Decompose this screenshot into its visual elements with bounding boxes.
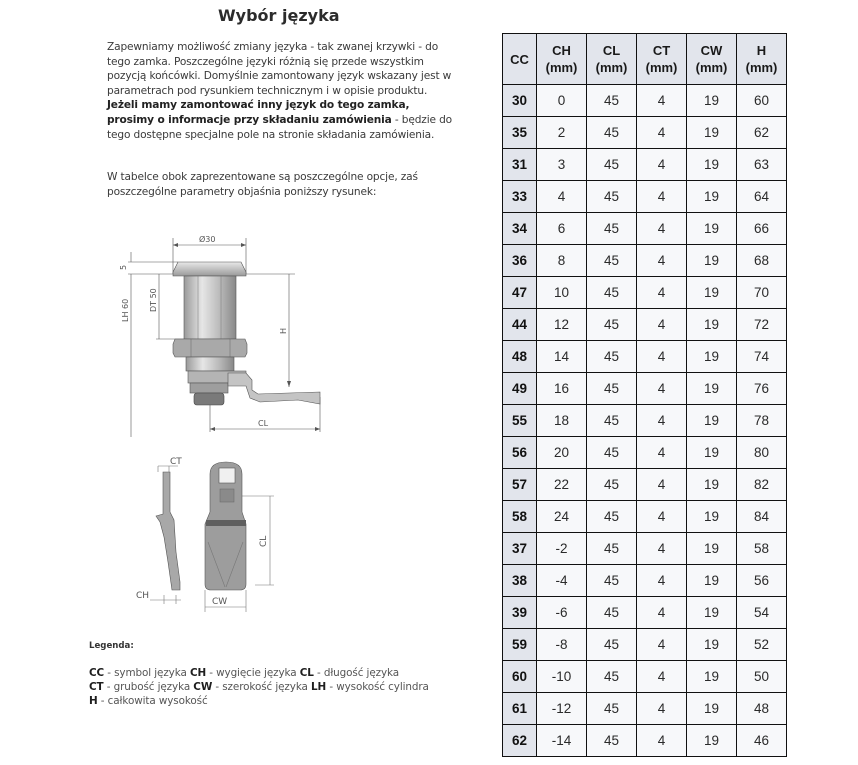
- column-header-name: CL: [602, 43, 621, 58]
- table-cell: 3: [537, 149, 587, 181]
- table-cell: -6: [537, 597, 587, 629]
- cc-symbol-cell: 55: [503, 405, 537, 437]
- cam-options-table: [502, 33, 787, 757]
- table-cell: 19: [687, 437, 737, 469]
- table-cell: 2: [537, 117, 587, 149]
- legend-key: LH: [311, 680, 327, 693]
- table-cell: 22: [537, 469, 587, 501]
- table-cell: 45: [587, 149, 637, 181]
- table-cell: 45: [587, 405, 637, 437]
- table-row: [503, 181, 787, 213]
- column-header-unit: (mm): [695, 60, 728, 75]
- table-cell: 56: [737, 565, 787, 597]
- table-cell: 10: [537, 277, 587, 309]
- lh-label: LH 60: [121, 298, 130, 322]
- table-row: [503, 693, 787, 725]
- table-cell: 4: [637, 693, 687, 725]
- table-cell: 19: [687, 661, 737, 693]
- lock-cap: [173, 262, 246, 276]
- table-cell: 20: [537, 437, 587, 469]
- table-cell: 6: [537, 213, 587, 245]
- intro-bold-text: Jeżeli mamy zamontować inny język do tego zamka, prosimy o informacje przy składaniu zamówienia: [107, 99, 410, 126]
- table-cell: 78: [737, 405, 787, 437]
- legend-description: - grubość języka: [103, 680, 194, 693]
- column-header-name: CC: [510, 51, 529, 67]
- dt-label: DT 50: [149, 288, 158, 312]
- lock-cam: [228, 373, 320, 404]
- table-cell: 45: [587, 725, 637, 757]
- table-cell: 4: [637, 341, 687, 373]
- tongue-side-profile: [156, 472, 180, 590]
- table-row: [503, 245, 787, 277]
- table-cell: 72: [737, 309, 787, 341]
- table-cell: 4: [637, 181, 687, 213]
- table-cell: 19: [687, 597, 737, 629]
- table-cell: 19: [687, 213, 737, 245]
- table-cell: 4: [637, 533, 687, 565]
- table-cell: 45: [587, 85, 637, 117]
- column-header-cc: [503, 34, 537, 85]
- table-row: [503, 437, 787, 469]
- table-cell: 4: [637, 277, 687, 309]
- column-header-unit: (mm): [595, 60, 628, 75]
- legend-key: CT: [89, 680, 104, 693]
- table-cell: 19: [687, 725, 737, 757]
- column-header-ch: [537, 34, 587, 85]
- table-cell: 16: [537, 373, 587, 405]
- table-cell: 45: [587, 693, 637, 725]
- table-cell: 46: [737, 725, 787, 757]
- table-row: [503, 405, 787, 437]
- table-cell: 19: [687, 565, 737, 597]
- legend-title: Legenda:: [89, 641, 134, 651]
- table-cell: 19: [687, 501, 737, 533]
- table-row: [503, 565, 787, 597]
- legend-description: - całkowita wysokość: [97, 694, 208, 707]
- table-cell: 4: [637, 213, 687, 245]
- cc-symbol-cell: 57: [503, 469, 537, 501]
- table-cell: 68: [737, 245, 787, 277]
- column-header-cl: [587, 34, 637, 85]
- table-cell: 45: [587, 565, 637, 597]
- table-cell: 58: [737, 533, 787, 565]
- ch-label: CH: [136, 591, 150, 601]
- table-cell: 4: [637, 661, 687, 693]
- table-cell: -8: [537, 629, 587, 661]
- cc-symbol-cell: 60: [503, 661, 537, 693]
- column-header-h: [737, 34, 787, 85]
- table-cell: 19: [687, 469, 737, 501]
- table-cell: 19: [687, 373, 737, 405]
- table-cell: 19: [687, 245, 737, 277]
- column-header-unit: (mm): [745, 60, 778, 75]
- table-cell: 4: [637, 373, 687, 405]
- table-cell: 52: [737, 629, 787, 661]
- table-cell: 4: [637, 469, 687, 501]
- intro-paragraph: [107, 40, 452, 142]
- table-body: [503, 85, 787, 757]
- table-row: [503, 501, 787, 533]
- cam-tongue-drawing: [130, 452, 290, 612]
- table-cell: -12: [537, 693, 587, 725]
- table-cell: 74: [737, 341, 787, 373]
- table-row: [503, 277, 787, 309]
- cc-symbol-cell: 39: [503, 597, 537, 629]
- table-cell: 45: [587, 309, 637, 341]
- cc-symbol-cell: 36: [503, 245, 537, 277]
- table-cell: 63: [737, 149, 787, 181]
- table-row: [503, 629, 787, 661]
- table-cell: 60: [737, 85, 787, 117]
- table-cell: 62: [737, 117, 787, 149]
- top-height-label: 5: [119, 264, 128, 270]
- legend-description: - symbol języka: [104, 667, 190, 679]
- cc-symbol-cell: 61: [503, 693, 537, 725]
- intro-text-2: - będzie do tego dostępne specjalne pole na stronie składania zamówienia.: [107, 113, 452, 141]
- cam-lock-drawing: [100, 222, 340, 437]
- ct-label: CT: [170, 457, 182, 467]
- table-cell: 45: [587, 181, 637, 213]
- cl-tongue-label: CL: [259, 535, 269, 547]
- table-cell: 19: [687, 533, 737, 565]
- table-row: [503, 661, 787, 693]
- column-header-name: CW: [700, 43, 723, 58]
- table-cell: 66: [737, 213, 787, 245]
- table-cell: 4: [637, 405, 687, 437]
- table-cell: 82: [737, 469, 787, 501]
- diameter-label: Ø30: [199, 235, 216, 244]
- table-row: [503, 309, 787, 341]
- table-cell: 45: [587, 437, 637, 469]
- table-cell: 4: [637, 245, 687, 277]
- table-cell: 45: [587, 533, 637, 565]
- table-cell: -10: [537, 661, 587, 693]
- table-cell: 45: [587, 629, 637, 661]
- legend-description: - wysokość cylindra: [326, 680, 429, 693]
- table-cell: -4: [537, 565, 587, 597]
- table-row: [503, 597, 787, 629]
- table-cell: 45: [587, 117, 637, 149]
- table-cell: 48: [737, 693, 787, 725]
- table-cell: 4: [637, 117, 687, 149]
- table-cell: 70: [737, 277, 787, 309]
- legend-description: - długość języka: [313, 667, 400, 679]
- cc-symbol-cell: 62: [503, 725, 537, 757]
- table-cell: 45: [587, 341, 637, 373]
- table-cell: 19: [687, 629, 737, 661]
- table-row: [503, 341, 787, 373]
- table-row: [503, 469, 787, 501]
- cc-symbol-cell: 58: [503, 501, 537, 533]
- table-cell: 45: [587, 597, 637, 629]
- table-row: [503, 149, 787, 181]
- legend-key: CH: [189, 667, 207, 679]
- cc-symbol-cell: 59: [503, 629, 537, 661]
- legend: [89, 667, 449, 708]
- cc-symbol-cell: 35: [503, 117, 537, 149]
- cw-label: CW: [212, 597, 228, 607]
- table-cell: 8: [537, 245, 587, 277]
- column-header-cw: [687, 34, 737, 85]
- table-cell: 19: [687, 181, 737, 213]
- column-header-unit: (mm): [645, 60, 678, 75]
- table-cell: 45: [587, 245, 637, 277]
- legend-key: CL: [299, 667, 314, 679]
- column-header-name: CH: [552, 43, 571, 58]
- cc-symbol-cell: 37: [503, 533, 537, 565]
- legend-description: - wygięcie języka: [206, 667, 300, 679]
- column-header-name: H: [756, 43, 767, 58]
- table-cell: 19: [687, 405, 737, 437]
- table-cell: 80: [737, 437, 787, 469]
- lock-nut: [173, 339, 247, 357]
- table-cell: 45: [587, 277, 637, 309]
- table-cell: 4: [637, 309, 687, 341]
- table-cell: 19: [687, 693, 737, 725]
- legend-key: CW: [193, 680, 213, 693]
- table-cell: 64: [737, 181, 787, 213]
- cl-label: CL: [258, 419, 269, 428]
- column-header-name: CT: [652, 43, 671, 58]
- table-cell: 50: [737, 661, 787, 693]
- table-cell: 19: [687, 277, 737, 309]
- table-cell: 45: [587, 501, 637, 533]
- table-cell: 4: [637, 725, 687, 757]
- intro-text-1: Zapewniamy możliwość zmiany języka - tak zwanej krzywki - do tego zamka. Poszczególne języki różnią się przede wszystkim pozycją końcówki. Domyślnie zamontowany język wskazany jest w parametrach pod rysunkiem technicznym i w opisie produktu.: [107, 41, 452, 97]
- table-cell: 84: [737, 501, 787, 533]
- legend-description: - szerokość języka: [212, 680, 312, 693]
- table-cell: 45: [587, 213, 637, 245]
- table-cell: 45: [587, 373, 637, 405]
- column-header-unit: (mm): [545, 60, 578, 75]
- table-row: [503, 373, 787, 405]
- table-cell: 4: [637, 85, 687, 117]
- table-cell: 18: [537, 405, 587, 437]
- table-cell: 54: [737, 597, 787, 629]
- table-row: [503, 117, 787, 149]
- h-label: H: [279, 327, 288, 334]
- table-cell: 0: [537, 85, 587, 117]
- table-cell: 4: [637, 629, 687, 661]
- cc-symbol-cell: 33: [503, 181, 537, 213]
- table-cell: 4: [537, 181, 587, 213]
- table-cell: 19: [687, 149, 737, 181]
- table-cell: 76: [737, 373, 787, 405]
- table-cell: 24: [537, 501, 587, 533]
- table-cell: 19: [687, 85, 737, 117]
- cc-symbol-cell: 47: [503, 277, 537, 309]
- table-cell: 4: [637, 597, 687, 629]
- cc-symbol-cell: 56: [503, 437, 537, 469]
- legend-key: CC: [89, 667, 105, 679]
- cc-symbol-cell: 49: [503, 373, 537, 405]
- table-cell: 45: [587, 661, 637, 693]
- table-cell: 45: [587, 469, 637, 501]
- table-cell: 14: [537, 341, 587, 373]
- table-row: [503, 533, 787, 565]
- lock-cylinder: [184, 276, 236, 339]
- cc-symbol-cell: 44: [503, 309, 537, 341]
- table-cell: 4: [637, 149, 687, 181]
- cc-symbol-cell: 34: [503, 213, 537, 245]
- table-cell: 19: [687, 309, 737, 341]
- column-header-ct: [637, 34, 687, 85]
- table-cell: 4: [637, 437, 687, 469]
- table-cell: 4: [637, 565, 687, 597]
- table-row: [503, 213, 787, 245]
- table-row: [503, 725, 787, 757]
- table-header-row: [503, 34, 787, 85]
- page-title: Wybór języka: [218, 6, 340, 25]
- cc-symbol-cell: 30: [503, 85, 537, 117]
- legend-key: H: [89, 694, 98, 707]
- table-cell: -2: [537, 533, 587, 565]
- intro-paragraph-2: W tabelce obok zaprezentowane są poszczególne opcje, zaś poszczególne parametry objaśnia poniższy rysunek:: [107, 171, 418, 198]
- table-cell: 19: [687, 117, 737, 149]
- cc-symbol-cell: 48: [503, 341, 537, 373]
- cc-symbol-cell: 38: [503, 565, 537, 597]
- cc-symbol-cell: 31: [503, 149, 537, 181]
- table-cell: -14: [537, 725, 587, 757]
- table-cell: 19: [687, 341, 737, 373]
- table-cell: 4: [637, 501, 687, 533]
- table-row: [503, 85, 787, 117]
- table-cell: 12: [537, 309, 587, 341]
